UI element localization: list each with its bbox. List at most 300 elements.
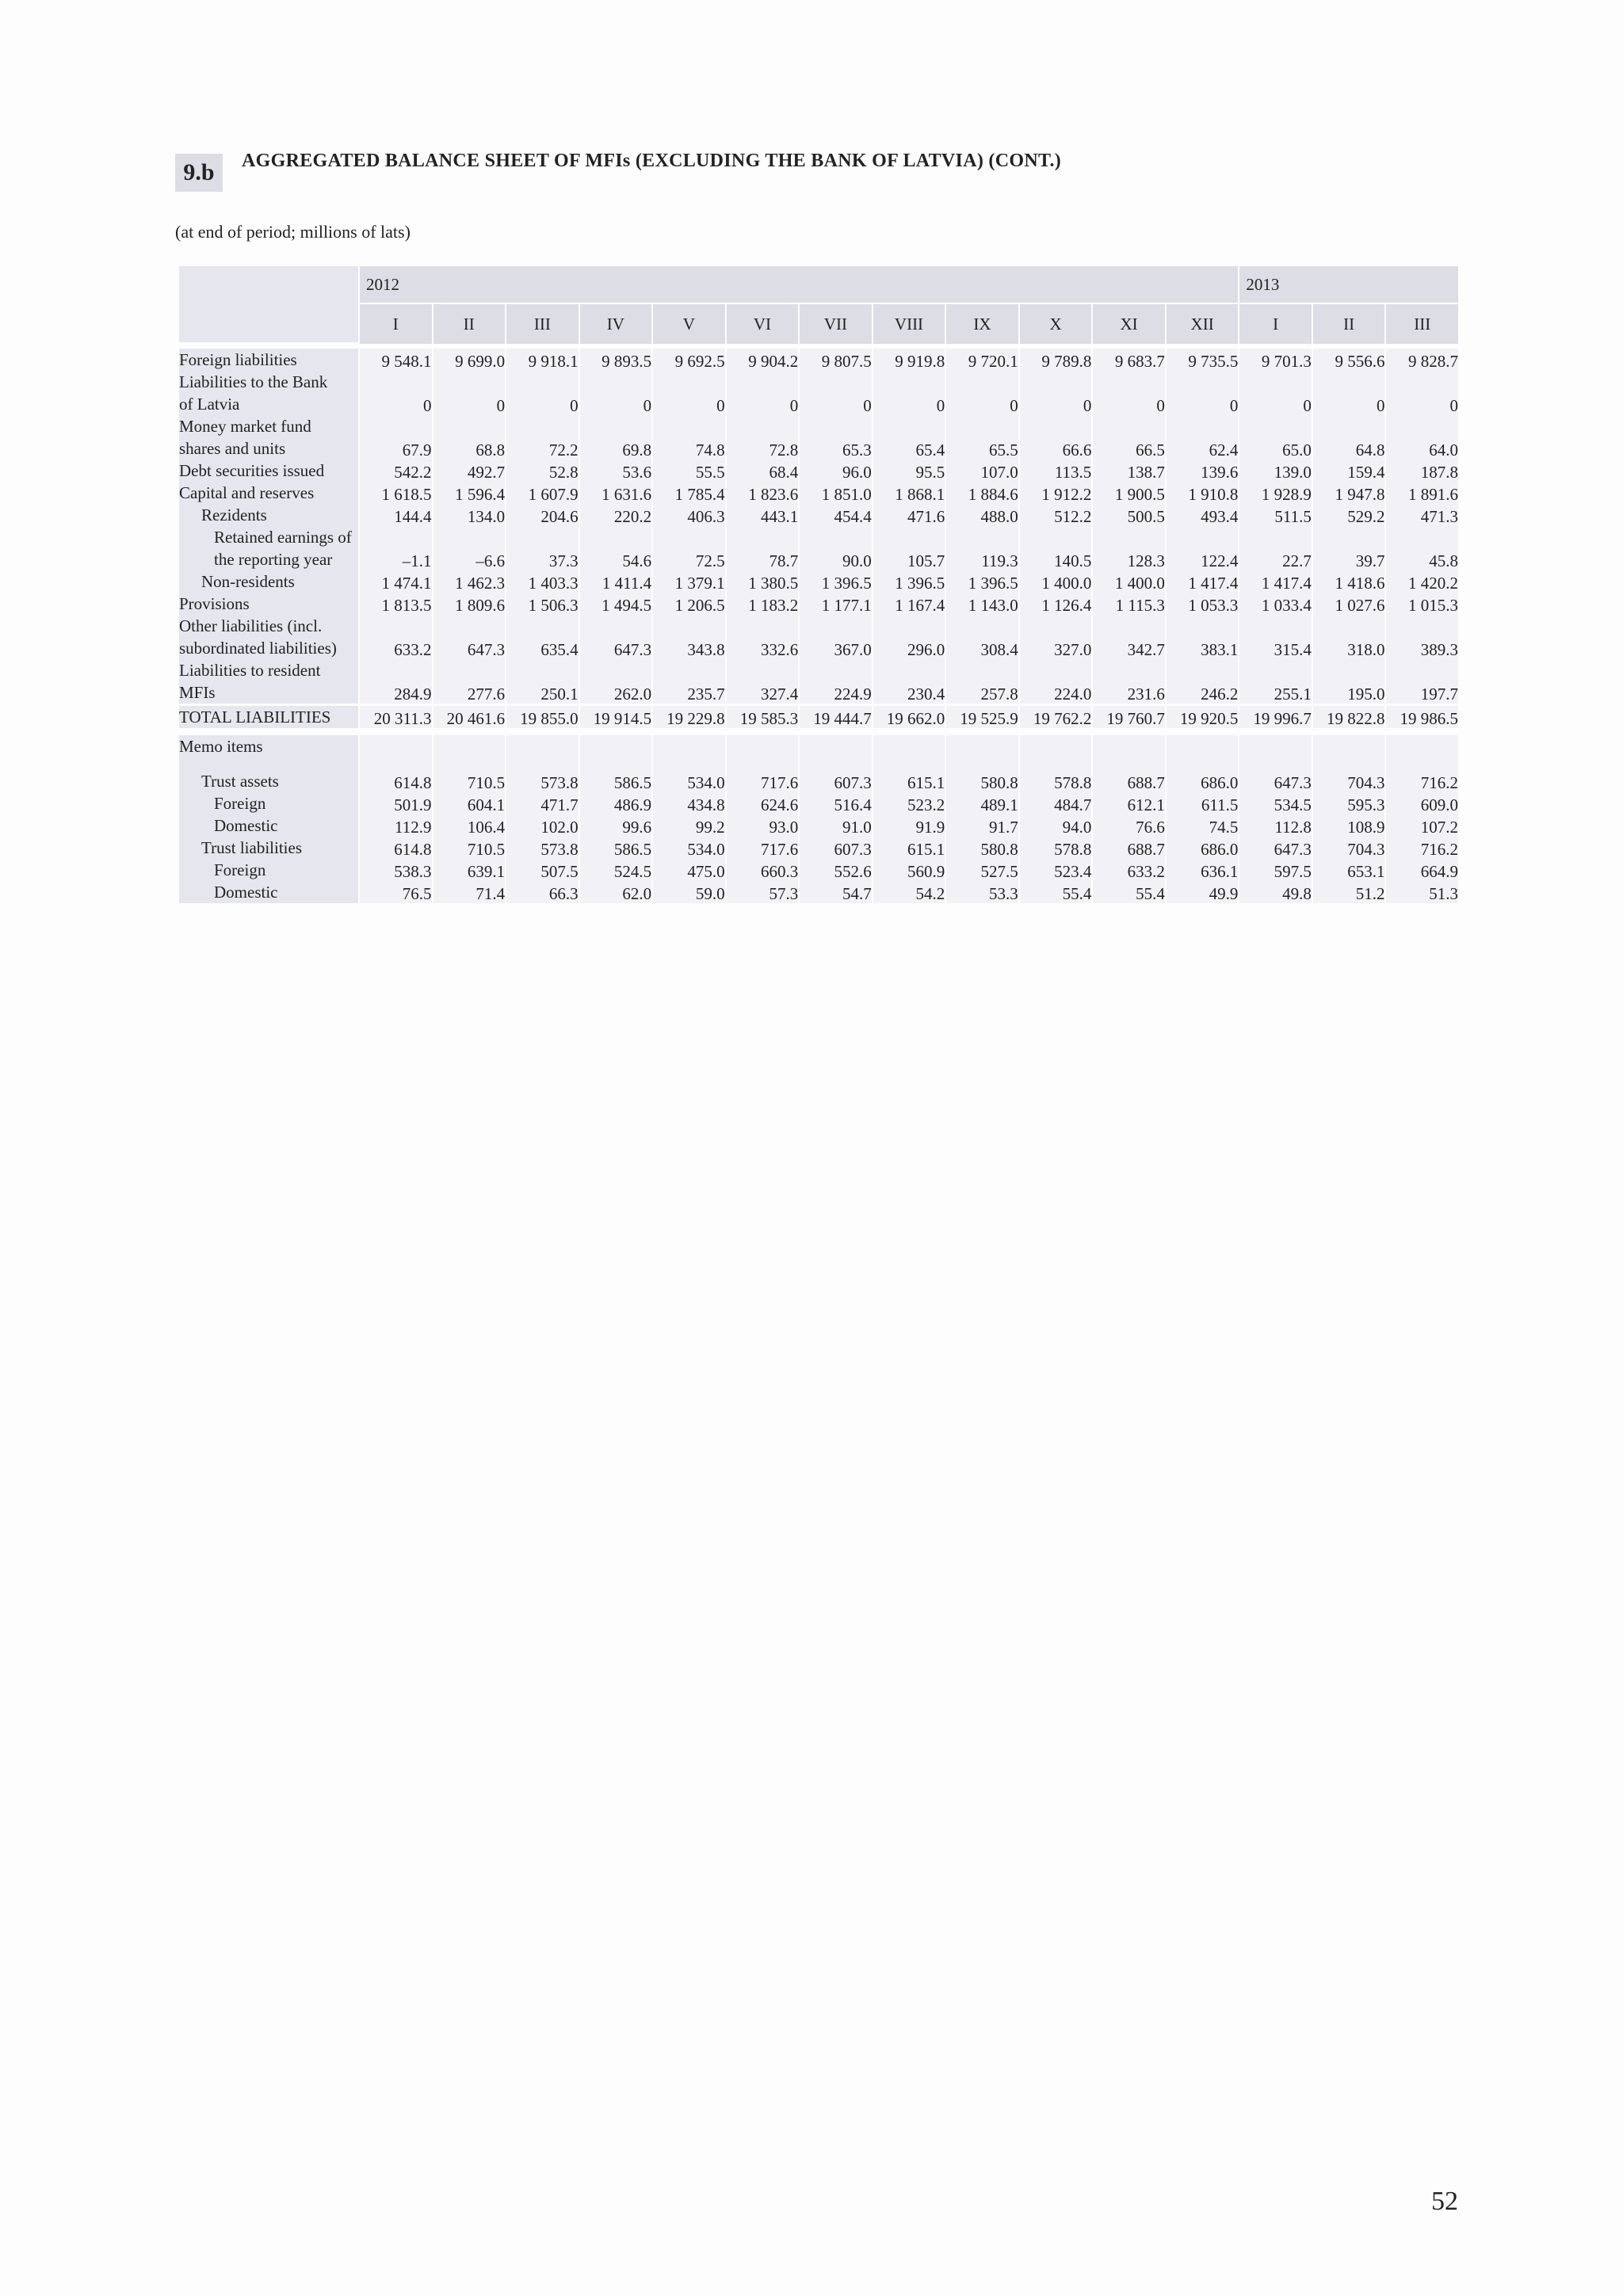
value-cell: 1 015.3 [1386,593,1458,615]
month-header: I [360,304,432,344]
value-cell: 633.2 [360,615,432,659]
value-cell: 138.7 [1093,460,1165,482]
value-cell: 660.3 [727,859,799,881]
year-header: 2012 [360,266,1238,304]
value-cell: 1 396.5 [946,570,1018,593]
value-cell: 604.1 [433,792,506,814]
value-cell: 578.8 [1020,837,1092,859]
value-cell: 1 947.8 [1313,482,1385,504]
value-cell: 9 699.0 [433,349,506,371]
value-cell: 586.5 [580,837,652,859]
row-label: Foreign liabilities [179,349,358,371]
value-cell: 1 126.4 [1020,593,1092,615]
row-label: Non-residents [179,570,358,593]
value-cell: 112.8 [1239,814,1312,837]
value-cell: 500.5 [1093,504,1165,526]
value-cell: 1 868.1 [873,482,945,504]
value-cell: 19 762.2 [1020,704,1092,730]
value-cell: 704.3 [1313,837,1385,859]
value-cell: 1 379.1 [653,570,725,593]
row-label: Liabilities to the Bank of Latvia [179,371,358,415]
value-cell: 74.8 [653,415,725,460]
table-row [179,570,1458,593]
value-cell: 65.5 [946,415,1018,460]
value-cell: 332.6 [727,615,799,659]
value-cell: 647.3 [580,615,652,659]
value-cell: 1 928.9 [1239,482,1312,504]
value-cell: 231.6 [1093,659,1165,704]
row-label: Debt securities issued [179,460,358,482]
value-cell: 52.8 [506,460,579,482]
value-cell: 1 417.4 [1167,570,1239,593]
value-cell: 53.3 [946,881,1018,903]
value-cell: 406.3 [653,504,725,526]
value-cell: 1 400.0 [1020,570,1092,593]
value-cell: 1 474.1 [360,570,432,593]
value-cell: 383.1 [1167,615,1239,659]
value-cell: 1 400.0 [1093,570,1165,593]
value-cell: 19 822.8 [1313,704,1385,730]
table-row [179,659,1458,704]
value-cell: 486.9 [580,792,652,814]
value-cell: 107.2 [1386,814,1458,837]
value-cell: 9 692.5 [653,349,725,371]
value-cell: 511.5 [1239,504,1312,526]
value-cell: 573.8 [506,837,579,859]
value-cell: 471.7 [506,792,579,814]
value-cell: 144.4 [360,504,432,526]
value-cell: 612.1 [1093,792,1165,814]
value-cell: 1 494.5 [580,593,652,615]
value-cell: 488.0 [946,504,1018,526]
value-cell: 65.0 [1239,415,1312,460]
value-cell: 262.0 [580,659,652,704]
value-cell: 19 229.8 [653,704,725,730]
value-cell: 492.7 [433,460,506,482]
value-cell: 220.2 [580,504,652,526]
value-cell: 580.8 [946,770,1018,792]
value-cell: 716.2 [1386,837,1458,859]
value-cell: 67.9 [360,415,432,460]
value-cell: 1 183.2 [727,593,799,615]
value-cell: 0 [1093,371,1165,415]
memo-row [179,814,1458,837]
value-cell: 19 986.5 [1386,704,1458,730]
value-cell: 187.8 [1386,460,1458,482]
value-cell: 95.5 [873,460,945,482]
value-cell: 560.9 [873,859,945,881]
month-header: XI [1093,304,1165,344]
value-cell: 9 918.1 [506,349,579,371]
value-cell: 1 206.5 [653,593,725,615]
value-cell: 0 [873,371,945,415]
value-cell: –6.6 [433,526,506,570]
value-cell: 91.9 [873,814,945,837]
value-cell: 1 891.6 [1386,482,1458,504]
value-cell: 66.3 [506,881,579,903]
value-cell: 607.3 [800,770,872,792]
value-cell: 710.5 [433,770,506,792]
value-cell: 296.0 [873,615,945,659]
memo-row [179,837,1458,859]
value-cell: 257.8 [946,659,1018,704]
table-row [179,615,1458,659]
value-cell: 9 701.3 [1239,349,1312,371]
value-cell: 704.3 [1313,770,1385,792]
value-cell: 1 411.4 [580,570,652,593]
value-cell: 9 548.1 [360,349,432,371]
value-cell: 112.9 [360,814,432,837]
value-cell: 484.7 [1020,792,1092,814]
value-cell: 68.8 [433,415,506,460]
value-cell: 1 910.8 [1167,482,1239,504]
value-cell: 308.4 [946,615,1018,659]
row-label: Liabilities to resident MFIs [179,659,358,704]
value-cell: 647.3 [1239,837,1312,859]
value-cell: 19 760.7 [1093,704,1165,730]
month-header: VII [800,304,872,344]
value-cell: 315.4 [1239,615,1312,659]
value-cell: 327.0 [1020,615,1092,659]
value-cell: 39.7 [1313,526,1385,570]
value-cell: 0 [1167,371,1239,415]
value-cell: 22.7 [1239,526,1312,570]
value-cell: 367.0 [800,615,872,659]
value-cell: 434.8 [653,792,725,814]
value-cell: 9 893.5 [580,349,652,371]
value-cell: 1 418.6 [1313,570,1385,593]
value-cell: 69.8 [580,415,652,460]
value-cell: 639.1 [433,859,506,881]
row-label: Capital and reserves [179,482,358,504]
value-cell: 0 [580,371,652,415]
value-cell: 443.1 [727,504,799,526]
month-header: III [506,304,579,344]
value-cell: 19 920.5 [1167,704,1239,730]
month-header: II [433,304,506,344]
value-cell: 235.7 [653,659,725,704]
table-header [175,151,1459,206]
value-cell: 597.5 [1239,859,1312,881]
row-label: Domestic [179,814,358,837]
value-cell: 0 [1020,371,1092,415]
table-row [179,482,1458,504]
value-cell: 71.4 [433,881,506,903]
row-label: Provisions [179,593,358,615]
value-cell: 523.4 [1020,859,1092,881]
memo-row [179,770,1458,792]
value-cell: 64.8 [1313,415,1385,460]
value-cell: 19 996.7 [1239,704,1312,730]
value-cell: 327.4 [727,659,799,704]
value-cell: 534.0 [653,837,725,859]
value-cell: 524.5 [580,859,652,881]
value-cell: 1 462.3 [433,570,506,593]
value-cell: 0 [1239,371,1312,415]
value-cell: 529.2 [1313,504,1385,526]
value-cell: 595.3 [1313,792,1385,814]
table-title: AGGREGATED BALANCE SHEET OF MFIs (EXCLUDING THE BANK OF LATVIA) (CONT.) [242,151,1062,171]
row-label: Money market fund shares and units [179,415,358,460]
value-cell: 224.0 [1020,659,1092,704]
value-cell: 55.5 [653,460,725,482]
value-cell: 647.3 [1239,770,1312,792]
value-cell: 516.4 [800,792,872,814]
value-cell: 573.8 [506,770,579,792]
row-label: Trust liabilities [179,837,358,859]
value-cell: 586.5 [580,770,652,792]
memo-row [179,859,1458,881]
month-header: III [1386,304,1458,344]
table-row [179,371,1458,415]
value-cell: 688.7 [1093,770,1165,792]
table-number-badge: 9.b [175,154,223,192]
total-liabilities-row [179,704,1458,730]
value-cell: 635.4 [506,615,579,659]
value-cell: 64.0 [1386,415,1458,460]
value-cell: 19 444.7 [800,704,872,730]
value-cell: 9 735.5 [1167,349,1239,371]
value-cell: 65.3 [800,415,872,460]
value-cell: 578.8 [1020,770,1092,792]
value-cell: 54.2 [873,881,945,903]
row-label: Trust assets [179,770,358,792]
row-label: TOTAL LIABILITIES [179,704,358,730]
value-cell: 1 143.0 [946,593,1018,615]
value-cell: 51.3 [1386,881,1458,903]
value-cell: 277.6 [433,659,506,704]
value-cell: 1 053.3 [1167,593,1239,615]
value-cell: 1 396.5 [800,570,872,593]
value-cell: 1 027.6 [1313,593,1385,615]
value-cell: 37.3 [506,526,579,570]
value-cell: 53.6 [580,460,652,482]
value-cell: 1 596.4 [433,482,506,504]
value-cell: 1 809.6 [433,593,506,615]
month-header: IX [946,304,1018,344]
row-label: Foreign [179,792,358,814]
value-cell: 611.5 [1167,792,1239,814]
value-cell: 534.5 [1239,792,1312,814]
value-cell: 0 [653,371,725,415]
value-cell: 51.2 [1313,881,1385,903]
value-cell: 76.5 [360,881,432,903]
value-cell: 66.6 [1020,415,1092,460]
value-cell: 0 [946,371,1018,415]
value-cell: 609.0 [1386,792,1458,814]
memo-items-header-row [179,735,1458,770]
value-cell: 342.7 [1093,615,1165,659]
value-cell: 19 662.0 [873,704,945,730]
value-cell: 686.0 [1167,770,1239,792]
value-cell: 1 177.1 [800,593,872,615]
value-cell: 246.2 [1167,659,1239,704]
value-cell: 139.0 [1239,460,1312,482]
row-label: Rezidents [179,504,358,526]
value-cell: 55.4 [1020,881,1092,903]
value-cell: 0 [360,371,432,415]
value-cell: 454.4 [800,504,872,526]
value-cell: 122.4 [1167,526,1239,570]
value-cell: 717.6 [727,770,799,792]
value-cell: 1 823.6 [727,482,799,504]
value-cell: 1 167.4 [873,593,945,615]
value-cell: 94.0 [1020,814,1092,837]
value-cell: 57.3 [727,881,799,903]
value-cell: 224.9 [800,659,872,704]
year-header: 2013 [1239,266,1458,304]
month-header: VI [727,304,799,344]
value-cell: 59.0 [653,881,725,903]
table-row [179,460,1458,482]
value-cell: 204.6 [506,504,579,526]
value-cell: 49.9 [1167,881,1239,903]
value-cell: 20 311.3 [360,704,432,730]
value-cell: 688.7 [1093,837,1165,859]
value-cell: 159.4 [1313,460,1385,482]
value-cell: 710.5 [433,837,506,859]
value-cell: 9 683.7 [1093,349,1165,371]
value-cell: 538.3 [360,859,432,881]
value-cell: 1 607.9 [506,482,579,504]
value-cell: 9 919.8 [873,349,945,371]
value-cell: 552.6 [800,859,872,881]
value-cell: 534.0 [653,770,725,792]
value-cell: 717.6 [727,837,799,859]
value-cell: 686.0 [1167,837,1239,859]
value-cell: 90.0 [800,526,872,570]
value-cell: 107.0 [946,460,1018,482]
value-cell: 664.9 [1386,859,1458,881]
value-cell: 614.8 [360,770,432,792]
value-cell: 1 813.5 [360,593,432,615]
value-cell: 284.9 [360,659,432,704]
value-cell: 9 789.8 [1020,349,1092,371]
value-cell: 19 914.5 [580,704,652,730]
value-cell: 197.7 [1386,659,1458,704]
value-cell: 250.1 [506,659,579,704]
table-row [179,415,1458,460]
value-cell: 9 720.1 [946,349,1018,371]
table-row [179,504,1458,526]
value-cell: 139.6 [1167,460,1239,482]
value-cell: 76.6 [1093,814,1165,837]
month-header: IV [580,304,652,344]
value-cell: 1 884.6 [946,482,1018,504]
value-cell: 0 [1386,371,1458,415]
page-number: 52 [1431,2187,1458,2216]
value-cell: 68.4 [727,460,799,482]
value-cell: 1 631.6 [580,482,652,504]
value-cell: 0 [727,371,799,415]
value-cell: 9 828.7 [1386,349,1458,371]
month-header: XII [1167,304,1239,344]
row-label: Other liabilities (incl. subordinated liabilities) [179,615,358,659]
value-cell: 0 [1313,371,1385,415]
value-cell: 106.4 [433,814,506,837]
row-label: Domestic [179,881,358,903]
value-cell: –1.1 [360,526,432,570]
value-cell: 1 115.3 [1093,593,1165,615]
value-cell: 19 855.0 [506,704,579,730]
table-row [179,349,1458,371]
value-cell: 318.0 [1313,615,1385,659]
value-cell: 9 904.2 [727,349,799,371]
value-cell: 471.6 [873,504,945,526]
value-cell: 493.4 [1167,504,1239,526]
value-cell: 615.1 [873,837,945,859]
value-cell: 614.8 [360,837,432,859]
value-cell: 527.5 [946,859,1018,881]
value-cell: 0 [800,371,872,415]
month-header: II [1313,304,1385,344]
value-cell: 9 807.5 [800,349,872,371]
value-cell: 72.5 [653,526,725,570]
value-cell: 471.3 [1386,504,1458,526]
value-cell: 230.4 [873,659,945,704]
value-cell: 65.4 [873,415,945,460]
value-cell: 195.0 [1313,659,1385,704]
value-cell: 93.0 [727,814,799,837]
value-cell: 507.5 [506,859,579,881]
month-header: X [1020,304,1092,344]
value-cell: 1 900.5 [1093,482,1165,504]
value-cell: 636.1 [1167,859,1239,881]
year-header-row [179,266,1458,304]
value-cell: 19 585.3 [727,704,799,730]
value-cell: 647.3 [433,615,506,659]
value-cell: 128.3 [1093,526,1165,570]
value-cell: 54.6 [580,526,652,570]
value-cell: 1 912.2 [1020,482,1092,504]
value-cell: 624.6 [727,792,799,814]
memo-row [179,881,1458,903]
value-cell: 9 556.6 [1313,349,1385,371]
table-row [179,593,1458,615]
value-cell: 1 420.2 [1386,570,1458,593]
value-cell: 580.8 [946,837,1018,859]
row-label: Foreign [179,859,358,881]
value-cell: 1 380.5 [727,570,799,593]
month-header: VIII [873,304,945,344]
value-cell: 45.8 [1386,526,1458,570]
value-cell: 542.2 [360,460,432,482]
value-cell: 99.2 [653,814,725,837]
month-header: I [1239,304,1312,344]
header-corner [179,266,358,344]
value-cell: 62.0 [580,881,652,903]
value-cell: 99.6 [580,814,652,837]
value-cell: 1 396.5 [873,570,945,593]
value-cell: 0 [506,371,579,415]
value-cell: 55.4 [1093,881,1165,903]
unit-note: (at end of period; millions of lats) [175,222,411,242]
value-cell: 1 506.3 [506,593,579,615]
value-cell: 653.1 [1313,859,1385,881]
value-cell: 91.0 [800,814,872,837]
value-cell: 49.8 [1239,881,1312,903]
value-cell: 607.3 [800,837,872,859]
balance-sheet-table [178,266,1460,908]
value-cell: 20 461.6 [433,704,506,730]
row-label: Retained earnings of the reporting year [179,526,358,570]
value-cell: 1 403.3 [506,570,579,593]
value-cell: 523.2 [873,792,945,814]
value-cell: 1 785.4 [653,482,725,504]
value-cell: 501.9 [360,792,432,814]
value-cell: 1 417.4 [1239,570,1312,593]
value-cell: 255.1 [1239,659,1312,704]
